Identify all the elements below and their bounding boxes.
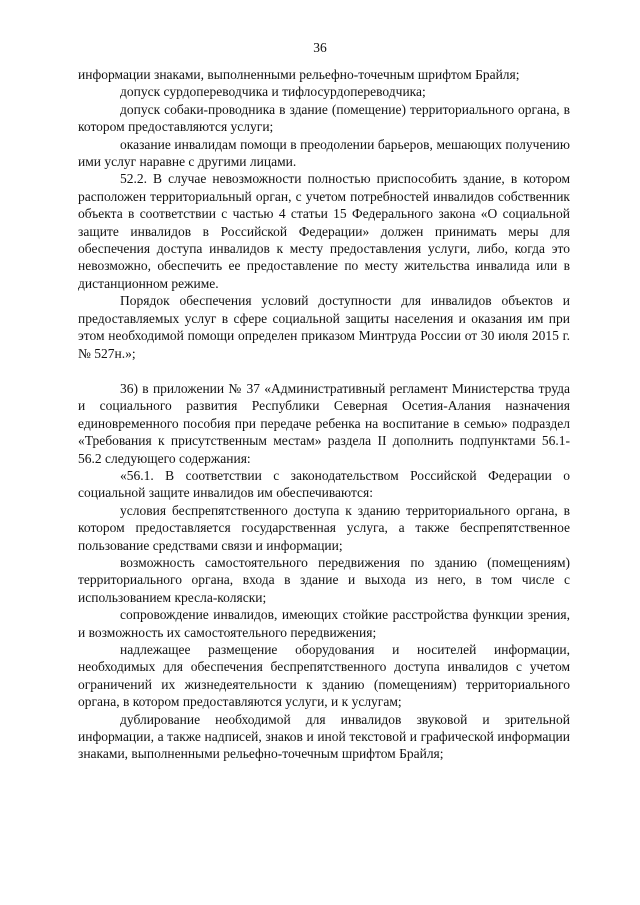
paragraph-movement: возможность самостоятельного передвижения по зданию (помещениям) территориального органа, входа в здание и выхода из него, в том числе с использованием кресла-коляски; bbox=[78, 554, 570, 605]
paragraph-56-1: «56.1. В соответствии с законодательством Российской Федерации о социальной защите инвалидов им обеспечиваются: bbox=[78, 467, 570, 501]
paragraph-access-conditions: условия беспрепятственного доступа к зданию территориального органа, в котором предоставляется государственная услуга, а также беспрепятственное пользование средствами связи и информации; bbox=[78, 502, 570, 553]
paragraph-sign-interpreter: допуск сурдопереводчика и тифлосурдопереводчика; bbox=[120, 84, 426, 100]
paragraph-52-2: 52.2. В случае невозможности полностью приспособить здание, в котором расположен территориальный орган, с учетом потребностей инвалидов собственник объекта в соответствии с частью 4 статьи 15 Федерального закона «О социальной защите инвалидов в Российской Федерации» должен принимать меры для обеспечения доступа инвалидов к месту предоставления услуги, либо, когда это невозможно, обеспечить ее предоставление по месту жительства инвалида или в дистанционном режиме. bbox=[78, 171, 570, 291]
paragraph-duplication: дублирование необходимой для инвалидов звуковой и зрительной информации, а также надписей, знаков и иной текстовой и графической информации знаками, выполненными рельефно-точечным шрифтом Брайля; bbox=[78, 711, 570, 762]
paragraph-item-36: 36) в приложении № 37 «Административный регламент Министерства труда и социального развития Республики Северная Осетия-Алания назначения единовременного пособия при передаче ребенка на воспитание в семью» подраздел «Требования к присутственным местам» раздела II дополнить подпунктами 56.1- 56.2 следующего содержания: bbox=[78, 380, 570, 466]
document-body bbox=[78, 66, 570, 763]
paragraph-braille-continuation: информации знаками, выполненными рельефно-точечным шрифтом Брайля; bbox=[78, 67, 520, 82]
paragraph-procedure-order: Порядок обеспечения условий доступности для инвалидов объектов и предоставляемых услуг в сфере социальной защиты населения и оказания им при этом необходимой помощи определен приказом Минтруда России от 30 июля 2015 г. № 527н.»; bbox=[78, 293, 570, 361]
paragraph-guide-dog: допуск собаки-проводника в здание (помещение) территориального органа, в котором предоставляются услуги; bbox=[78, 101, 570, 135]
paragraph-equipment: надлежащее размещение оборудования и носителей информации, необходимых для обеспечения беспрепятственного доступа инвалидов с учетом ограничений их жизнедеятельности к зданию (помещениям) территориального органа, в котором предоставляются услуги, и к услугам; bbox=[78, 642, 570, 710]
paragraph-assistance: оказание инвалидам помощи в преодолении барьеров, мешающих получению ими услуг наравне с другими лицами. bbox=[78, 136, 570, 170]
page-number: 36 bbox=[313, 40, 327, 55]
paragraph-escort: сопровождение инвалидов, имеющих стойкие расстройства функции зрения, и возможность их самостоятельного передвижения; bbox=[78, 607, 570, 640]
